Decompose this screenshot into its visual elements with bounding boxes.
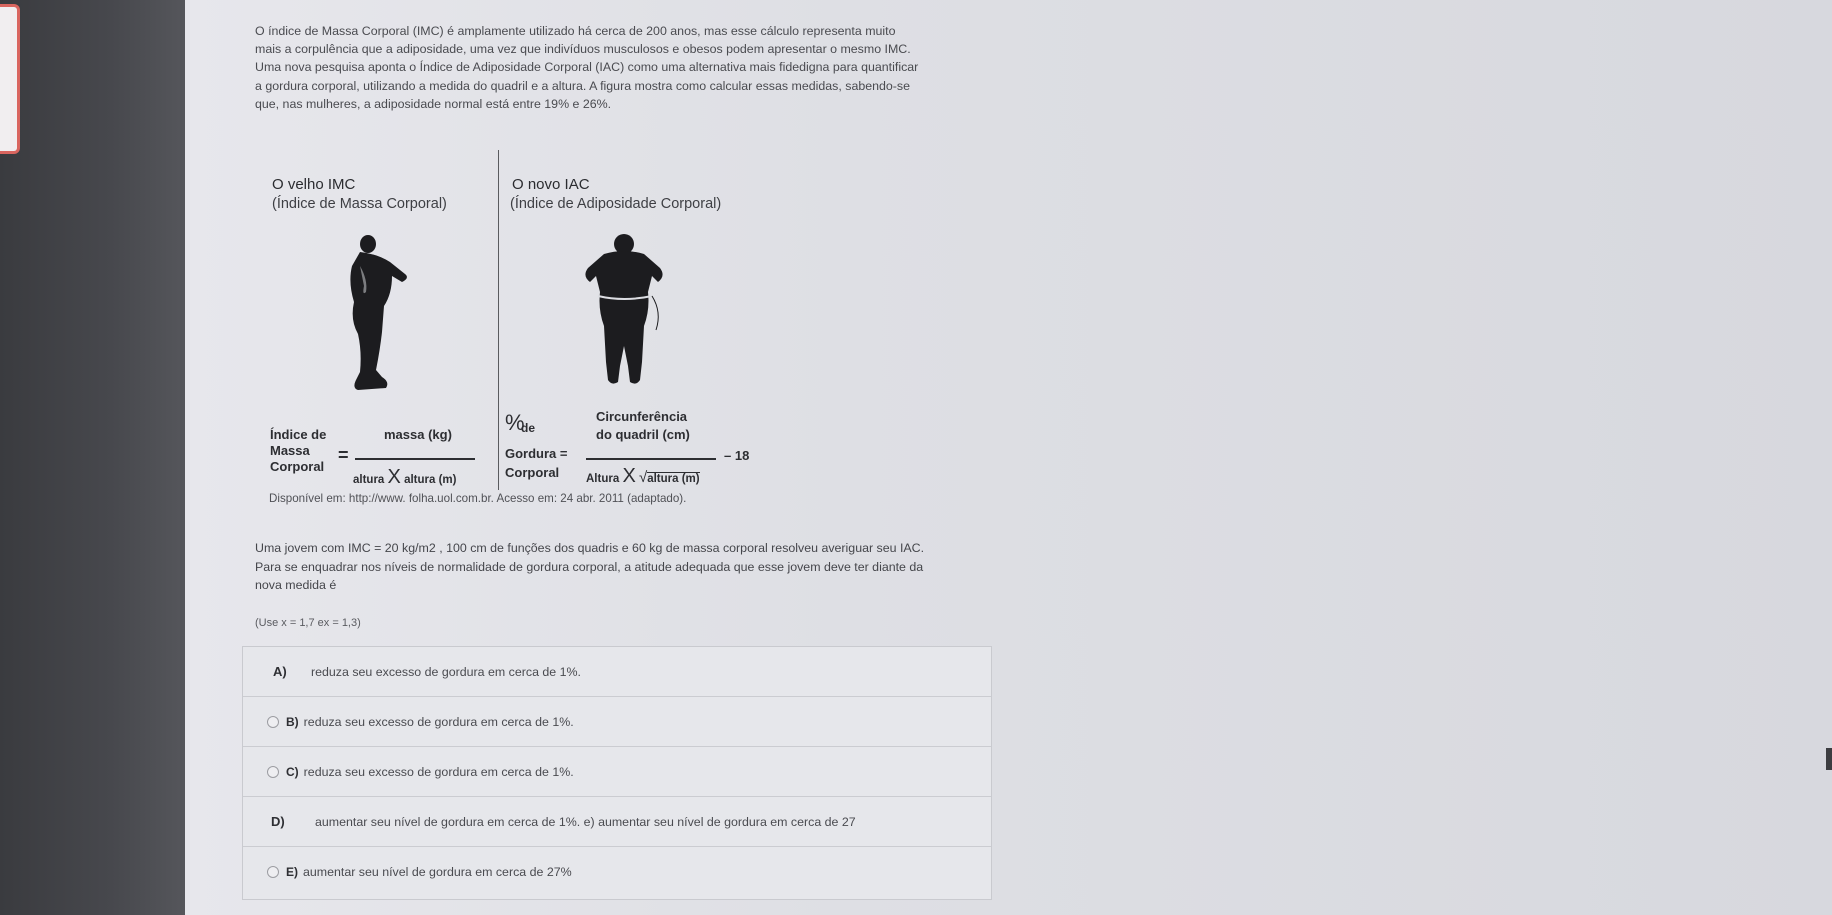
figure-divider	[498, 150, 499, 490]
iac-den-a: Altura	[586, 473, 620, 485]
question-text	[255, 539, 1015, 595]
option-b[interactable]	[243, 697, 991, 747]
imc-numerator: massa (kg)	[384, 427, 452, 442]
intro-line: Uma nova pesquisa aponta o Índice de Adiposidade Corporal (IAC) como uma alternativa mais fidedigna para quantificar	[255, 60, 919, 75]
iac-numerator-1: Circunferência	[596, 409, 688, 424]
option-text: reduza seu excesso de gordura em cerca de 1%.	[303, 764, 574, 779]
intro-line: a gordura corporal, utilizando a medida do quadril e a altura. A figura mostra como calcular essas medidas, sabendo-se	[255, 78, 911, 93]
left-sidebar	[0, 0, 185, 915]
iac-label-de: de	[521, 421, 536, 435]
iac-denominator	[586, 465, 700, 488]
option-text: aumentar seu nível de gordura em cerca de 27%	[303, 864, 572, 879]
question-line: Para se enquadrar nos níveis de normalidade de gordura corporal, a atitude adequada que esse jovem deve ter diante da	[255, 559, 924, 574]
iac-label-gordura: Gordura =	[505, 446, 568, 461]
imc-equals: =	[338, 445, 349, 465]
option-text: aumentar seu nível de gordura em cerca de 1%. e) aumentar seu nível de gordura em cerca de 27	[315, 814, 856, 829]
iac-label-corporal: Corporal	[505, 465, 560, 480]
iac-fraction-line	[586, 458, 716, 460]
option-c[interactable]	[243, 747, 991, 797]
imc-label-line: Índice de	[270, 427, 327, 442]
radio-button[interactable]	[267, 716, 279, 728]
imc-title: O velho IMC	[272, 176, 356, 193]
option-e[interactable]	[243, 847, 991, 896]
option-text: reduza seu excesso de gordura em cerca de 1%.	[311, 664, 581, 679]
sidebar-card[interactable]	[0, 4, 20, 154]
imc-label-line: Corporal	[270, 459, 325, 474]
imc-den-b: altura (m)	[404, 474, 457, 486]
intro-line: mais a corpulência que a adiposidade, uma vez que indivíduos musculosos e obesos podem apresentar o mesmo IMC.	[255, 42, 911, 57]
option-letter: E)	[286, 864, 298, 879]
imc-body-silhouette-icon	[330, 232, 420, 397]
question-line: nova medida é	[255, 578, 337, 592]
imc-subtitle: (Índice de Massa Corporal)	[272, 196, 447, 212]
imc-fraction-line	[355, 458, 475, 460]
scroll-tab[interactable]	[1826, 748, 1832, 770]
radio-button[interactable]	[267, 866, 279, 878]
option-text: reduza seu excesso de gordura em cerca de 1%.	[303, 714, 574, 729]
option-letter: D)	[271, 814, 285, 829]
imc-denominator	[353, 466, 456, 489]
use-note: (Use x = 1,7 ex = 1,3)	[255, 617, 361, 629]
iac-den-b: altura (m)	[647, 473, 700, 485]
option-letter: C)	[286, 764, 299, 779]
question-line: Uma jovem com IMC = 20 kg/m2 , 100 cm de funções dos quadris e 60 kg de massa corporal resolveu averiguar seu IAC.	[255, 541, 925, 555]
option-a[interactable]	[243, 647, 991, 697]
iac-den-x: X	[622, 465, 636, 487]
figure-source: Disponível em: http://www. folha.uol.com.br. Acesso em: 24 abr. 2011 (adaptado).	[269, 492, 687, 505]
radio-button[interactable]	[267, 766, 279, 778]
option-letter: A)	[273, 664, 287, 679]
imc-formula-label	[270, 427, 326, 475]
option-letter: B)	[286, 714, 299, 729]
iac-numerator-2: do quadril (cm)	[596, 427, 690, 442]
intro-text	[255, 22, 1000, 113]
iac-percent: %	[505, 410, 525, 435]
intro-line: que, nas mulheres, a adiposidade normal está entre 19% e 26%.	[255, 96, 612, 111]
imc-label-line: Massa	[270, 443, 310, 458]
imc-den-a: altura	[353, 474, 385, 486]
iac-subtitle: (Índice de Adiposidade Corporal)	[510, 196, 722, 212]
iac-minus-18: – 18	[724, 448, 750, 463]
imc-den-x: X	[387, 466, 401, 488]
answer-options	[242, 646, 992, 900]
sqrt-icon: √	[638, 469, 648, 486]
intro-line: O índice de Massa Corporal (IMC) é amplamente utilizado há cerca de 200 anos, mas esse cálculo representa muito	[255, 24, 896, 38]
option-d[interactable]	[243, 797, 991, 847]
iac-body-silhouette-icon	[578, 232, 670, 392]
iac-title: O novo IAC	[512, 176, 590, 193]
